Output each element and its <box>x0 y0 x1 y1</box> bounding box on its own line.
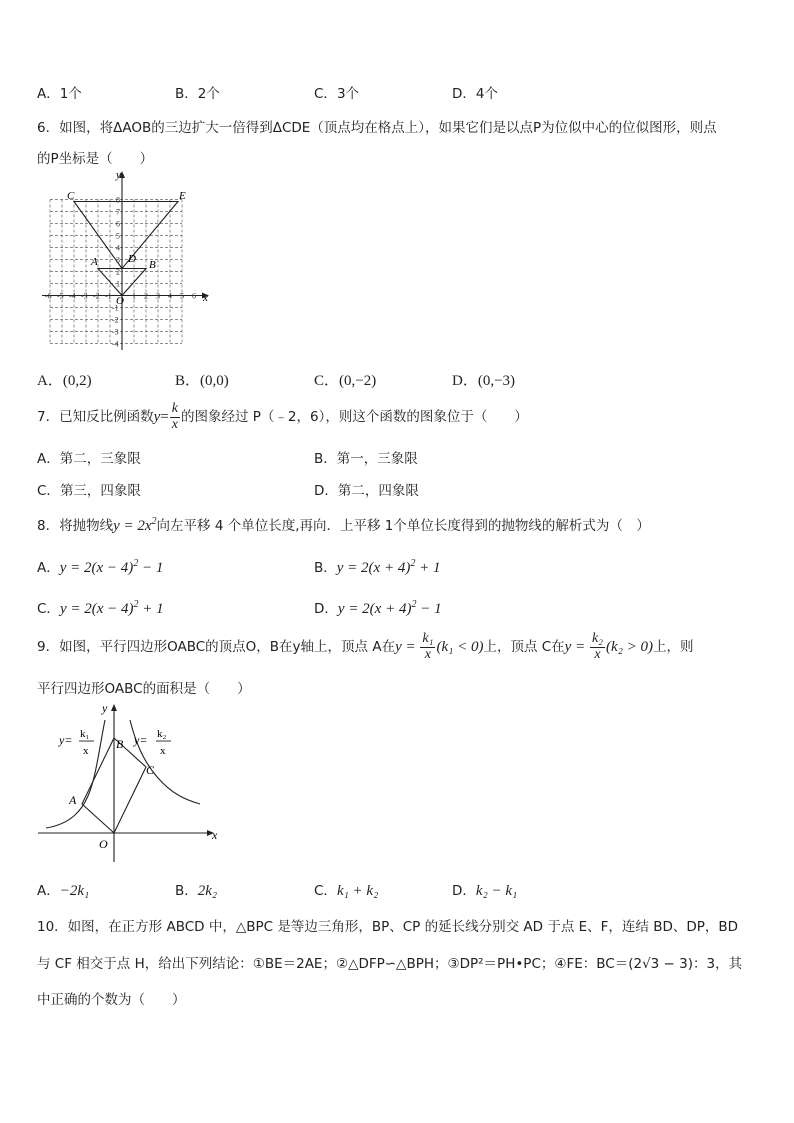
q6-label-o: O <box>116 295 124 307</box>
q9-fraction-c: $\frac{\text{k₂}}{x}$ <box>591 631 604 662</box>
q7-option-d[interactable]: D．第二，四象限 <box>314 483 419 499</box>
q8-option-d[interactable]: D．$y = 2(x + 4)^2 - 1$ <box>314 599 442 617</box>
q6-x-tick-label: 3 <box>156 291 160 301</box>
q9-label-b: B <box>116 737 124 751</box>
q6-stem-line2: 的P坐标是（ ） <box>37 151 154 167</box>
q6-x-tick-label: 2 <box>144 291 148 301</box>
q6-x-tick-label: -2 <box>93 291 100 301</box>
q6-y-tick-label: -2 <box>112 315 119 325</box>
q9-left-fn-num: k₁ <box>80 728 90 740</box>
q8-stem <box>37 514 650 535</box>
q6-label-y: y <box>116 170 121 181</box>
q6-x-tick-label: -5 <box>57 291 64 301</box>
q9-right-fn-prefix: y= <box>134 733 148 747</box>
q6-y-tick-label: 6 <box>116 219 120 229</box>
q7-eq: = <box>160 409 169 426</box>
q9-label-o: O <box>99 837 108 851</box>
q9-y-axis-arrow <box>111 704 117 711</box>
q8-option-a[interactable]: A．$y = 2(x - 4)^2 - 1$ <box>37 558 164 576</box>
q6-x-tick-label: 1 <box>132 291 136 301</box>
q9-label-a: A <box>69 793 77 807</box>
q6-y-tick-label: 3 <box>116 255 120 265</box>
q9-stem-line2: 平行四边形OABC的面积是（ ） <box>37 681 251 697</box>
q7-option-c[interactable]: C．第三，四象限 <box>37 483 141 499</box>
q5-option-a[interactable]: A．1个 <box>37 86 82 102</box>
q6-y-tick-label: 8 <box>116 195 120 205</box>
q6-grid-figure <box>38 170 214 354</box>
q6-y-tick-label: 5 <box>116 231 120 241</box>
q5-option-c[interactable]: C．3个 <box>314 86 360 102</box>
q6-y-tick-label: -1 <box>112 303 119 313</box>
q6-y-tick-label: 1 <box>116 279 120 289</box>
q7-stem <box>37 402 528 432</box>
q9-fraction-a: $\frac{\text{k₁}}{x}$ <box>422 631 434 662</box>
q6-stem-line1: 6．如图，将ΔAOB的三边扩大一倍得到ΔCDE（顶点均在格点上），如果它们是以点P为位似中心的位似图形，则点 <box>37 120 717 136</box>
q9-cond-c: y = <box>564 639 589 656</box>
q5-option-b[interactable]: B．2个 <box>175 86 220 102</box>
q10-stem-line2: 与 CF 相交于点 H，给出下列结论：①BE＝2AE；②△DFP∽△BPH；③DP²＝PH•PC；④FE：BC＝(2√3 − 3)：3，其 <box>37 956 743 972</box>
q6-option-d[interactable]: D．(0,−3) <box>452 373 516 389</box>
q9-label-x: x <box>212 828 218 842</box>
q6-y-tick-label: 4 <box>116 243 120 253</box>
q9-cond-c-tail: (k₂ > 0) <box>606 639 654 656</box>
q9-stem-mid: 上，顶点 C在 <box>483 639 565 656</box>
q6-x-tick-label: 4 <box>168 291 172 301</box>
q6-label-b: B <box>149 259 156 271</box>
q6-option-b[interactable]: B．(0,0) <box>175 373 229 389</box>
q6-y-tick-label: 2 <box>116 267 120 277</box>
q6-label-e: E <box>179 190 186 202</box>
q6-x-tick-label: 6 <box>192 291 196 301</box>
q6-x-tick-label: -3 <box>81 291 88 301</box>
q6-y-tick-label: -4 <box>112 339 119 349</box>
q6-y-tick-label: -3 <box>112 327 119 337</box>
q9-label-c: C <box>146 763 155 777</box>
q10-stem-line3: 中正确的个数为（ ） <box>37 992 186 1008</box>
q8-option-b[interactable]: B．$y = 2(x + 4)^2 + 1$ <box>314 558 441 576</box>
q9-option-d[interactable]: D．k₂ − k₁ <box>452 883 518 899</box>
q6-x-tick-label: -1 <box>105 291 112 301</box>
q9-stem-post: 上，则 <box>653 639 694 656</box>
q6-x-tick-label: -4 <box>69 291 76 301</box>
q9-left-fn-den: x <box>83 745 89 757</box>
q6-option-c[interactable]: C．(0,−2) <box>314 373 377 389</box>
q9-right-fn-den: x <box>160 745 166 757</box>
q9-option-c[interactable]: C．k₁ + k₂ <box>314 883 379 899</box>
q9-right-fn-num: k₂ <box>157 728 167 740</box>
q7-option-a[interactable]: A．第二，三象限 <box>37 451 141 467</box>
q8-expr: $y = 2x^2$ <box>113 516 157 534</box>
q6-x-tick-label: 5 <box>180 291 184 301</box>
q9-option-b[interactable]: B．2k₂ <box>175 883 218 899</box>
q9-figure <box>36 700 226 870</box>
q5-option-d[interactable]: D．4个 <box>452 86 498 102</box>
q8-option-c[interactable]: C．$y = 2(x - 4)^2 + 1$ <box>37 599 164 617</box>
q6-x-tick-label: -6 <box>45 291 52 301</box>
q7-stem-pre: 7．已知反比例函数 <box>37 409 154 426</box>
q9-left-fn-prefix: y= <box>59 733 73 747</box>
q6-option-a[interactable]: A．(0,2) <box>37 373 92 389</box>
q7-func-y: y <box>153 409 161 426</box>
q9-stem-pre: 9．如图，平行四边形OABC的顶点O，B在y轴上，顶点 A在 <box>37 639 396 656</box>
q9-cond-a: y = <box>395 639 420 656</box>
q6-label-x: x <box>203 292 208 304</box>
q7-stem-post: 的图象经过 P（﹣2，6），则这个函数的图象位于（ ） <box>180 409 528 426</box>
q8-stem-post: 向左平移 4 个单位长度,再向．上平移 1个单位长度得到的抛物线的解析式为（ ） <box>156 518 650 534</box>
q6-label-c: C <box>67 190 75 202</box>
q7-fraction: $\frac{k}{x}$ <box>171 401 178 432</box>
q9-stem-line1 <box>37 632 694 662</box>
q8-stem-pre: 8．将抛物线 <box>37 518 114 534</box>
q10-stem-line1: 10．如图，在正方形 ABCD 中，△BPC 是等边三角形，BP、CP 的延长线分别交 AD 于点 E、F，连结 BD、DP，BD <box>37 919 739 935</box>
q9-cond-a-tail: (k₁ < 0) <box>436 639 484 656</box>
q6-y-tick-label: 7 <box>116 207 120 217</box>
q9-option-a[interactable]: A．−2k₁ <box>37 883 90 899</box>
q7-option-b[interactable]: B．第一，三象限 <box>314 451 418 467</box>
q6-label-a: A <box>91 256 98 268</box>
q9-label-y: y <box>102 701 108 715</box>
q6-label-d: D <box>128 253 136 265</box>
